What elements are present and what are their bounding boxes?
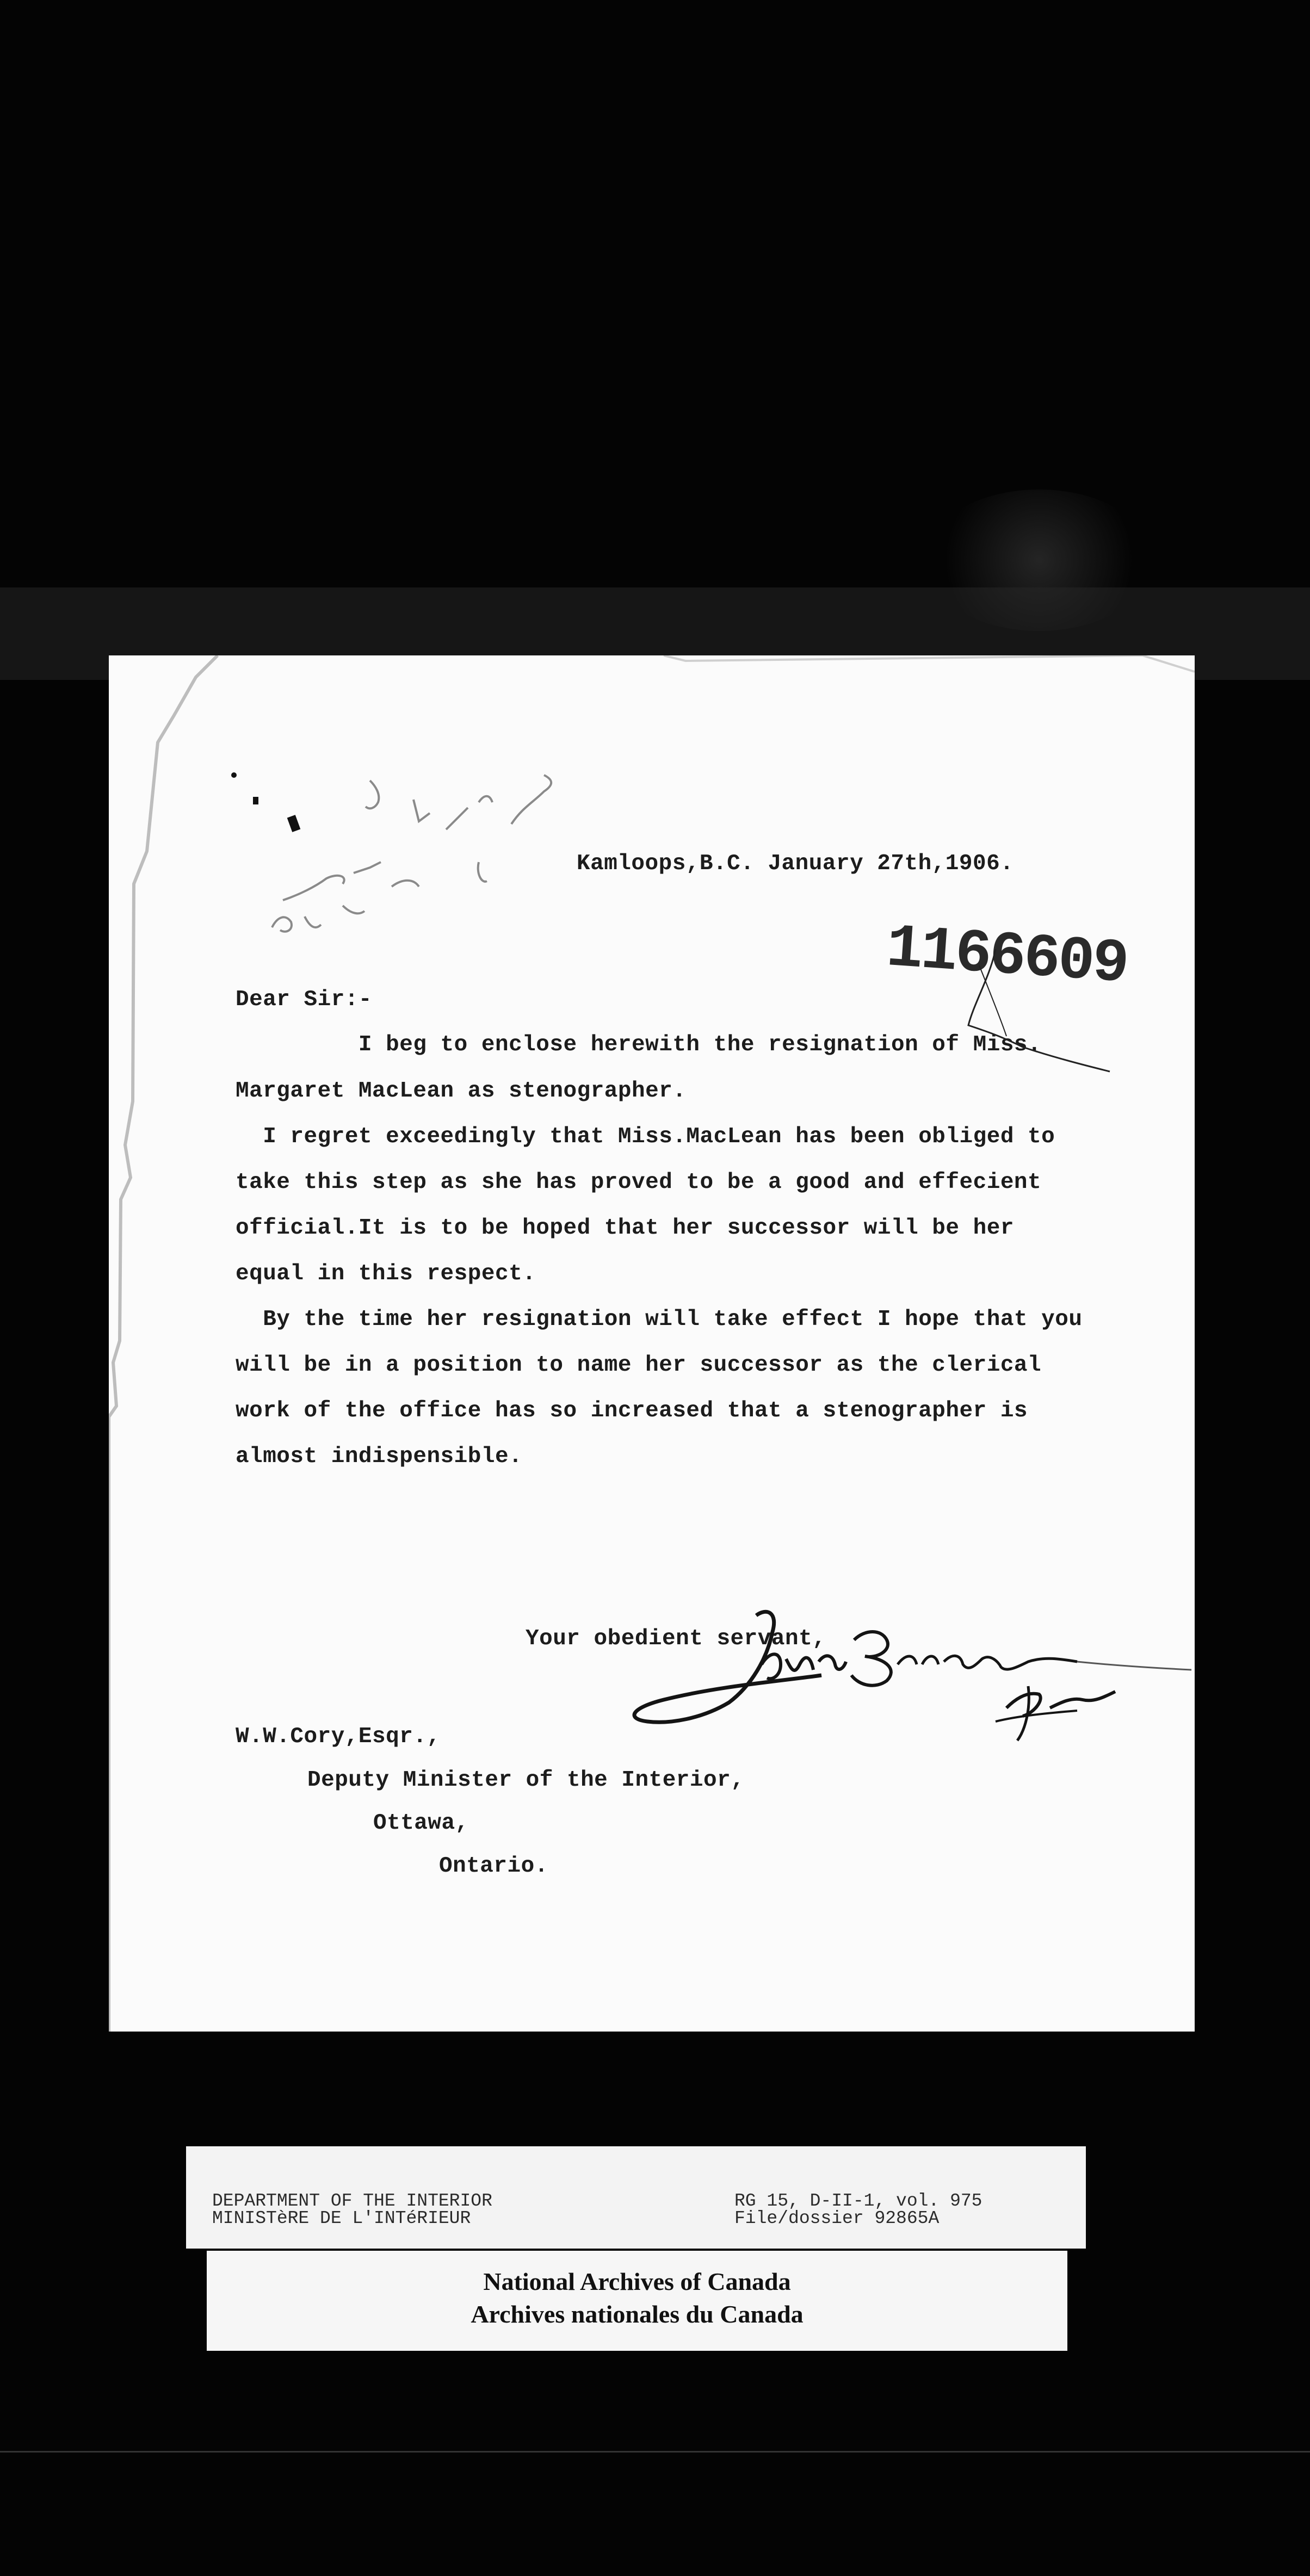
handwritten-signature [539, 1599, 1202, 1768]
body-line: By the time her resignation will take effect I hope that you [236, 1307, 1083, 1332]
record-group-reference: RG 15, D-II-1, vol. 975 [734, 2191, 982, 2211]
pencil-notation [163, 699, 588, 938]
archive-credit-label [207, 2251, 1067, 2351]
body-line: will be in a position to name her successor as the clerical [236, 1353, 1042, 1378]
body-line: equal in this respect. [236, 1261, 536, 1286]
file-number-stamp: 1166609 [884, 914, 1129, 1000]
body-line: I beg to enclose herewith the resignation of Miss. [236, 1032, 1042, 1057]
check-mark-annotation [947, 944, 1121, 1074]
addressee-line: Ottawa, [373, 1811, 469, 1836]
body-line: I regret exceedingly that Miss.MacLean has been obliged to [236, 1124, 1055, 1149]
addressee-line: W.W.Cory,Esqr., [236, 1724, 441, 1749]
file-dossier-number: File/dossier 92865A [734, 2208, 940, 2228]
body-line: official.It is to be hoped that her successor will be her [236, 1216, 1014, 1241]
letter-dateline: Kamloops,B.C. January 27th,1906. [577, 851, 1014, 876]
archive-reference-label [186, 2146, 1086, 2249]
body-line: Margaret MacLean as stenographer. [236, 1079, 687, 1104]
body-line: work of the office has so increased that a stenographer is [236, 1398, 1028, 1423]
department-english: DEPARTMENT OF THE INTERIOR [212, 2191, 492, 2211]
background-blur [925, 490, 1153, 631]
letter-page [109, 655, 1195, 2032]
addressee-line: Ontario. [439, 1854, 548, 1879]
frame-bottom-rule [0, 2451, 1310, 2453]
letter-closing: Your obedient servant, [526, 1626, 826, 1651]
letter-salutation: Dear Sir:- [236, 987, 373, 1012]
addressee-line: Deputy Minister of the Interior, [307, 1768, 745, 1793]
body-line: take this step as she has proved to be a good and effecient [236, 1170, 1042, 1195]
department-french: MINISTèRE DE L'INTéRIEUR [212, 2208, 471, 2228]
body-line: almost indispensible. [236, 1444, 523, 1469]
archive-name-english: National Archives of Canada [483, 2268, 791, 2295]
archive-name-french: Archives nationales du Canada [471, 2300, 804, 2328]
